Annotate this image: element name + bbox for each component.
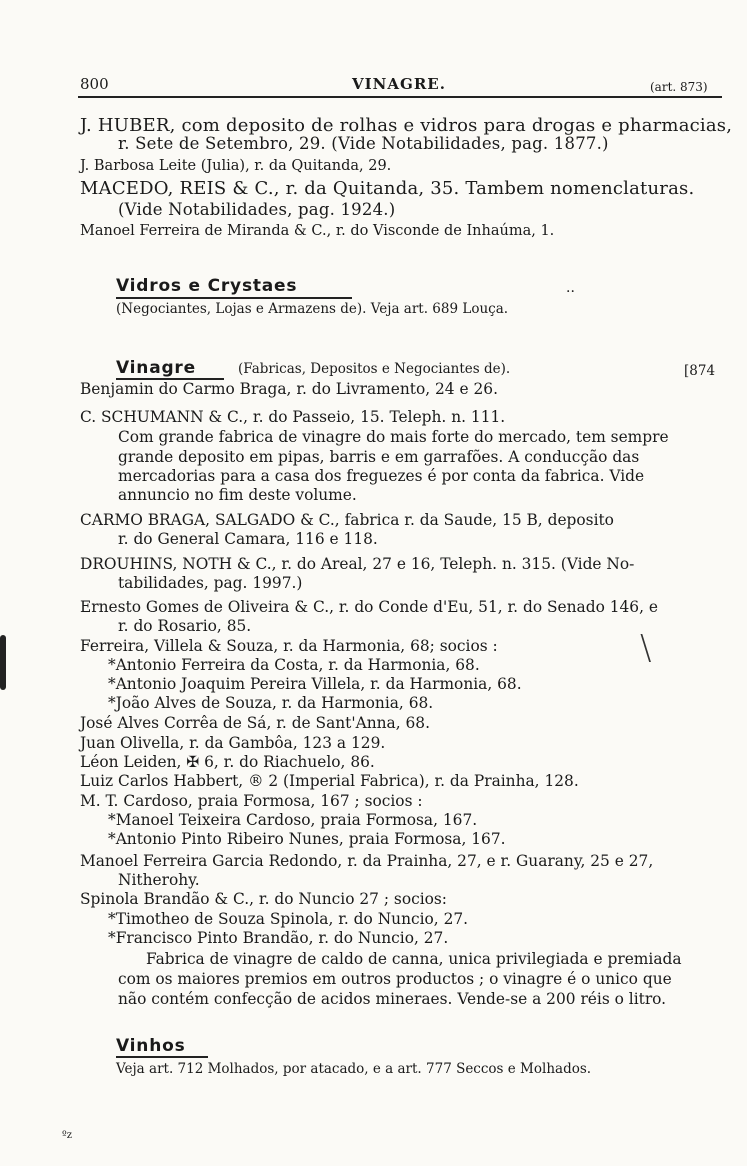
header-rule	[78, 96, 722, 98]
list-item: *Francisco Pinto Brandão, r. do Nuncio, 27.	[108, 929, 449, 947]
page-number: 800	[80, 75, 109, 93]
section-title-vinagre: Vinagre	[116, 358, 196, 378]
list-item: *Manoel Teixeira Cardoso, praia Formosa, 167.	[108, 811, 478, 829]
list-item: Manoel Ferreira Garcia Redondo, r. da Prainha, 27, e r. Guarany, 25 e 27,	[80, 852, 654, 870]
list-item: Ernesto Gomes de Oliveira & C., r. do Conde d'Eu, 51, r. do Senado 146, e	[80, 598, 658, 616]
list-item: mercadorias para a casa dos freguezes é por conta da fabrica. Vide	[118, 467, 645, 485]
list-item: *João Alves de Souza, r. da Harmonia, 68.	[108, 694, 434, 712]
section-rule-vidros	[116, 297, 352, 299]
section-subtitle-vinagre: (Fabricas, Depositos e Negociantes de).	[238, 361, 511, 377]
list-item: tabilidades, pag. 1997.)	[118, 574, 303, 592]
list-item: r. do Rosario, 85.	[118, 617, 252, 635]
page-edge-mark	[0, 635, 6, 690]
list-item: Fabrica de vinagre de caldo de canna, unica privilegiada e premiada	[146, 950, 682, 968]
list-item: annuncio no fim deste volume.	[118, 486, 357, 504]
section-rule-vinhos	[116, 1056, 208, 1058]
entry-macedo-line1: MACEDO, REIS & C., r. da Quitanda, 35. Tambem nomenclaturas.	[80, 178, 695, 199]
list-item: M. T. Cardoso, praia Formosa, 167 ; socios :	[80, 792, 423, 810]
list-item: Nitherohy.	[118, 871, 200, 889]
entry-huber-line2: r. Sete de Setembro, 29. (Vide Notabilidades, pag. 1877.)	[118, 134, 609, 153]
list-item: *Antonio Pinto Ribeiro Nunes, praia Formosa, 167.	[108, 830, 506, 848]
list-item: grande deposito em pipas, barris e em garrafões. A conducção das	[118, 448, 640, 466]
list-item: C. SCHUMANN & C., r. do Passeio, 15. Teleph. n. 111.	[80, 408, 506, 426]
list-item: com os maiores premios em outros productos ; o vinagre é o unico que	[118, 970, 672, 988]
entry-barbosa: J. Barbosa Leite (Julia), r. da Quitanda, 29.	[80, 158, 392, 174]
footer-mark: ºz	[62, 1130, 72, 1141]
entry-macedo-line2: (Vide Notabilidades, pag. 1924.)	[118, 200, 396, 219]
list-item: *Antonio Ferreira da Costa, r. da Harmonia, 68.	[108, 656, 480, 674]
list-item: Luiz Carlos Habbert, ® 2 (Imperial Fabrica), r. da Prainha, 128.	[80, 772, 579, 790]
list-item: *Timotheo de Souza Spinola, r. do Nuncio, 27.	[108, 910, 469, 928]
list-item: não contém confecção de acidos mineraes. Vende-se a 200 réis o litro.	[118, 990, 667, 1008]
list-item: Com grande fabrica de vinagre do mais forte do mercado, tem sempre	[118, 428, 669, 446]
section-note-vidros: (Negociantes, Lojas e Armazens de). Veja art. 689 Louça.	[116, 301, 509, 317]
list-item: Léon Leiden, ✠ 6, r. do Riachuelo, 86.	[80, 753, 375, 771]
list-item: José Alves Corrêa de Sá, r. de Sant'Anna, 68.	[80, 714, 430, 732]
entry-huber-line1: J. HUBER, com deposito de rolhas e vidros para drogas e pharmacias,	[80, 115, 733, 136]
list-item: Ferreira, Villela & Souza, r. da Harmonia, 68; socios :	[80, 637, 498, 655]
list-item: Juan Olivella, r. da Gambôa, 123 a 129.	[80, 734, 386, 752]
list-item: Spinola Brandão & C., r. do Nuncio 27 ; socios:	[80, 890, 447, 908]
list-item: r. do General Camara, 116 e 118.	[118, 530, 378, 548]
list-item: DROUHINS, NOTH & C., r. do Areal, 27 e 16, Teleph. n. 315. (Vide No-	[80, 555, 635, 573]
article-reference: (art. 873)	[650, 80, 708, 94]
section-title-vinhos: Vinhos	[116, 1036, 186, 1056]
entry-manoel-miranda: Manoel Ferreira de Miranda & C., r. do Visconde de Inhaúma, 1.	[80, 223, 555, 239]
article-marker: [874	[684, 363, 716, 379]
list-item: *Antonio Joaquim Pereira Villela, r. da Harmonia, 68.	[108, 675, 522, 693]
list-item: Benjamin do Carmo Braga, r. do Livramento, 24 e 26.	[80, 380, 498, 398]
page-title: VINAGRE.	[352, 75, 446, 93]
stray-dots-mark: ··	[566, 284, 575, 300]
section-note-vinhos: Veja art. 712 Molhados, por atacado, e a art. 777 Seccos e Molhados.	[116, 1061, 592, 1077]
list-item: CARMO BRAGA, SALGADO & C., fabrica r. da Saude, 15 B, deposito	[80, 511, 614, 529]
handwritten-backslash-mark: \	[640, 628, 652, 668]
section-title-vidros: Vidros e Crystaes	[116, 276, 298, 296]
